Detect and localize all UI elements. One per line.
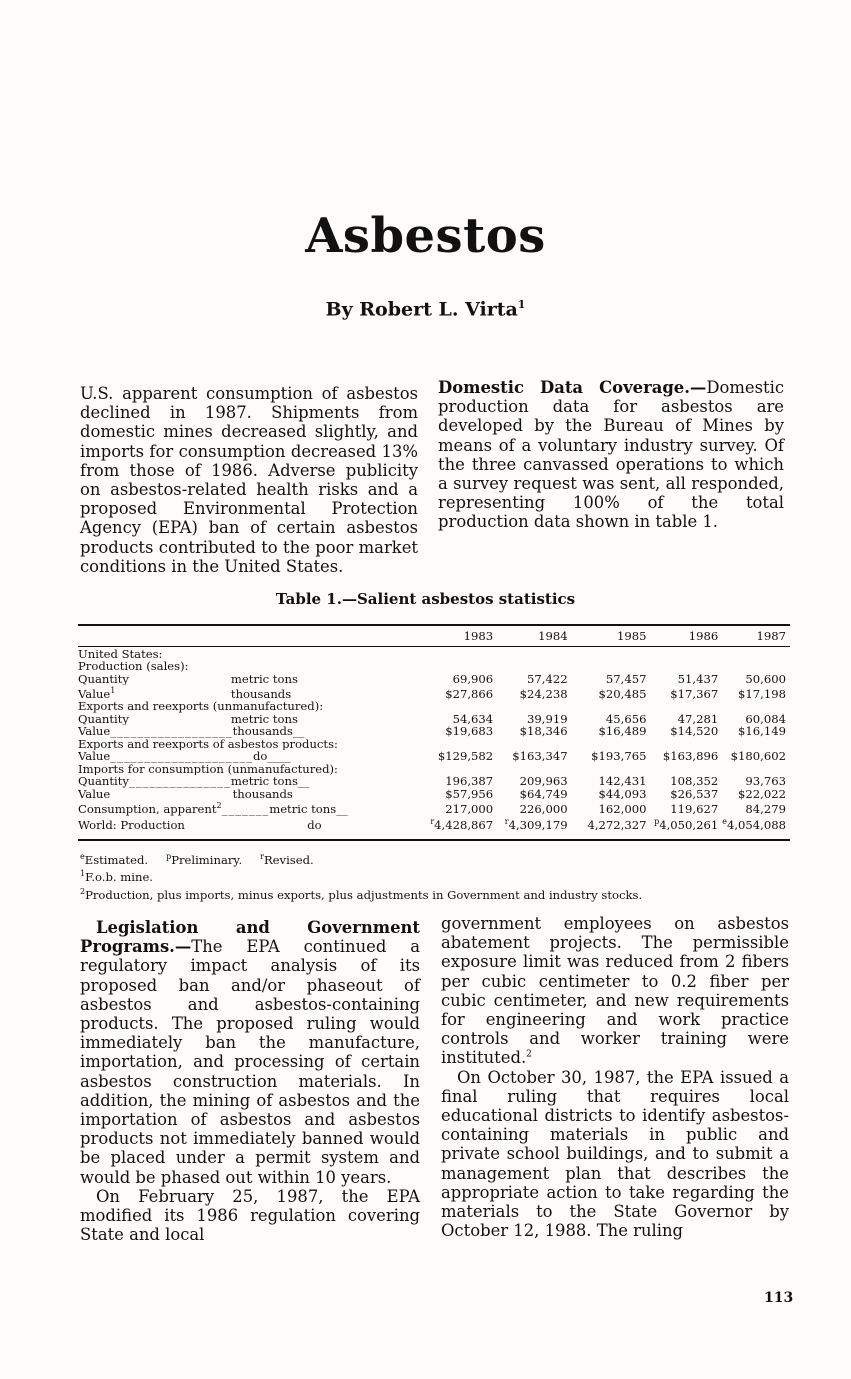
- intro-right-column: [438, 378, 784, 532]
- table-cell: 47,281: [677, 711, 719, 726]
- table-row-label: Quantity_______________metric tons__: [78, 672, 310, 685]
- footnote-symbols: [80, 850, 642, 867]
- table-cell: [722, 642, 790, 660]
- table-cell: 217,000: [445, 802, 494, 817]
- table-row-label: Value_____________________do____: [78, 750, 291, 763]
- table-cell: 60,084: [745, 711, 786, 726]
- table-cell: 119,627: [670, 802, 719, 817]
- footnote-symbol: $^e$Estimated.: [80, 852, 149, 867]
- table-cell: $14,520: [670, 724, 719, 739]
- table-cell: $16,489: [598, 724, 647, 739]
- page-title: Asbestos: [305, 208, 546, 264]
- table-row-label: Value$^1$_________________thousands__: [78, 686, 303, 701]
- legislation-heading: Legislation and Government Programs.—: [80, 918, 420, 957]
- table-row-label: Quantity_______________metric tons__: [78, 712, 310, 726]
- table-cell: [650, 642, 722, 660]
- intro-left-column: [80, 384, 418, 576]
- table-cell: $26,537: [670, 786, 719, 801]
- footnote-2: $^2$Production, plus imports, minus exports, plus adjustments in Government and industry stocks.: [80, 886, 643, 902]
- legislation-left-column: [80, 918, 420, 1244]
- table-header-year: 1985: [616, 628, 647, 643]
- table-row-label: Value__________________thousands__: [78, 725, 305, 738]
- page-number: 113: [764, 1290, 794, 1306]
- table-row-label: Quantity_______________metric tons__: [78, 775, 310, 788]
- footnote-symbol: $^r$Revised.: [260, 852, 314, 867]
- table-cell: 142,431: [598, 774, 647, 789]
- table-row-label: Exports and reexports (unmanufactured):: [78, 700, 324, 713]
- legislation-paragraph-1: Legislation and Government Programs.—The EPA continued a regulatory impact analysis of its proposed ban and/or phaseout of asbestos and asbestos-containing products. The proposed ruling would immediately ban the manufacture, importation, and processing of certain asbestos construction materials. In addition, the mining of asbestos and the importation of asbestos and asbestos products not immediately banned would be placed under a permit system and would be phased out within 10 years.: [80, 918, 420, 1187]
- table-cell: $^r$4,309,179: [504, 816, 568, 832]
- table-cell: $163,347: [512, 749, 568, 764]
- table-bottom-rule: [78, 839, 790, 841]
- table-cell: 108,352: [670, 774, 719, 789]
- table-header-row: [78, 620, 790, 642]
- table-cell: 39,919: [527, 711, 568, 726]
- author-footnote-mark: 1: [517, 298, 526, 311]
- table-cell: $24,238: [519, 686, 568, 701]
- table-row: [78, 642, 790, 660]
- table-row-label: Value__________________thousands__: [78, 787, 305, 801]
- footnote-symbol: $^p$Preliminary.: [166, 852, 243, 867]
- table-footnotes: [80, 850, 642, 902]
- table-header-year: 1984: [538, 628, 568, 643]
- data-coverage-paragraph: [438, 378, 784, 532]
- table-cell: 162,000: [598, 802, 647, 817]
- table-cell: 51,437: [677, 671, 719, 686]
- data-coverage-body: Domestic production data for asbestos are developed by the Bureau of Mines by means of a voluntary industry survey. Of the three canvassed operations to which a survey request was sent, all responded, representing 100% of the total production data shown in table 1.: [438, 378, 784, 532]
- table-row-label: World: Production__________________do____: [78, 817, 345, 832]
- table-caption: Table 1.—Salient asbestos statistics: [275, 590, 576, 608]
- table-cell: 57,457: [605, 671, 647, 686]
- table-row: [78, 750, 790, 763]
- table-cell: $64,749: [519, 786, 568, 801]
- table-row-label: United States:: [78, 646, 163, 660]
- table-cell: $17,198: [738, 686, 786, 701]
- table-cell: [418, 642, 497, 660]
- table-cell: $16,149: [738, 724, 786, 739]
- author-name: By Robert L. Virta: [325, 298, 518, 321]
- table-header-year: 1987: [756, 628, 786, 643]
- table-cell: $180,602: [730, 749, 786, 764]
- table-cell: 93,763: [745, 774, 786, 789]
- table-row: [78, 685, 790, 700]
- legislation-paragraph-4: On October 30, 1987, the EPA issued a final ruling that requires local educational districts to identify asbestos-containing materials in public and private school buildings, and to submit a management plan that describes the appropriate action to take regarding the materials to the State Governor by October 12, 1988. The ruling: [441, 1067, 789, 1241]
- table-cell: $22,022: [738, 786, 786, 801]
- intro-paragraph: U.S. apparent consumption of asbestos declined in 1987. Shipments from domestic mines decreased slightly, and imports for consumption decreased 13% from those of 1986. Adverse publicity on asbestos-related health risks and a proposed Environmental Protection Agency (EPA) ban of certain asbestos products contributed to the poor market conditions in the United States.: [80, 384, 418, 576]
- table-row-label: Production (sales):: [78, 660, 189, 673]
- table-body: [78, 642, 790, 831]
- legislation-paragraph-2: On February 25, 1987, the EPA modified its 1986 regulation covering State and local: [80, 1186, 420, 1245]
- table-cell: 54,634: [452, 711, 494, 726]
- table-header-blank: [78, 620, 418, 642]
- data-coverage-heading: Domestic Data Coverage.—: [438, 378, 707, 397]
- table-cell: 69,906: [452, 671, 494, 686]
- salient-statistics-table: [78, 620, 790, 831]
- legislation-paragraph-3: government employees on asbestos abatement projects. The permissible exposure limit was reduced from 2 fibers per cubic centimeter to 0.2 fiber per cubic centimeter, and new requirements for engineering and work practice controls and worker training were instituted.$^2$: [441, 914, 789, 1068]
- table-cell: 226,000: [519, 802, 568, 817]
- table-cell: $^r$4,428,867: [430, 816, 494, 832]
- table-cell: 209,963: [519, 774, 568, 789]
- table-cell: 84,279: [745, 802, 786, 817]
- table-row: [78, 725, 790, 738]
- table-row: [78, 816, 790, 831]
- table-cell: 57,422: [527, 671, 568, 686]
- table-cell: $20,485: [598, 686, 647, 701]
- table-cell: $44,093: [598, 786, 647, 801]
- footnote-1: $^1$F.o.b. mine.: [80, 869, 153, 885]
- table-cell: $17,367: [670, 686, 719, 701]
- table-cell: 196,387: [445, 774, 494, 789]
- table-cell: $19,683: [445, 724, 494, 739]
- author-byline: [0, 298, 851, 320]
- table-row-label: Imports for consumption (unmanufactured):: [78, 762, 338, 776]
- table-row-label: Exports and reexports of asbestos products:: [78, 737, 338, 751]
- table-row: [78, 788, 790, 801]
- table-cell: $27,866: [445, 686, 494, 701]
- table-cell: $^e$4,054,088: [722, 816, 786, 832]
- table-cell: 4,272,327: [587, 817, 647, 832]
- table-cell: $163,896: [662, 749, 719, 764]
- table-header-year: 1983: [463, 628, 494, 643]
- table-row: [78, 673, 790, 686]
- table-cell: 45,656: [605, 711, 647, 726]
- table-cell: $129,582: [437, 749, 494, 764]
- table-header-year: 1986: [688, 628, 719, 643]
- table-cell: $57,956: [445, 786, 494, 801]
- legislation-right-column: [441, 914, 789, 1240]
- table-row-label: Consumption, apparent$^2$_______metric tons__: [78, 801, 348, 816]
- table-cell: $^p$4,050,261: [654, 816, 719, 832]
- table-cell: $18,346: [519, 724, 568, 739]
- table-cell: $193,765: [591, 749, 647, 764]
- table-cell: [572, 642, 651, 660]
- table-cell: 50,600: [745, 671, 786, 686]
- table-row: [78, 800, 790, 815]
- table-cell: [497, 642, 571, 660]
